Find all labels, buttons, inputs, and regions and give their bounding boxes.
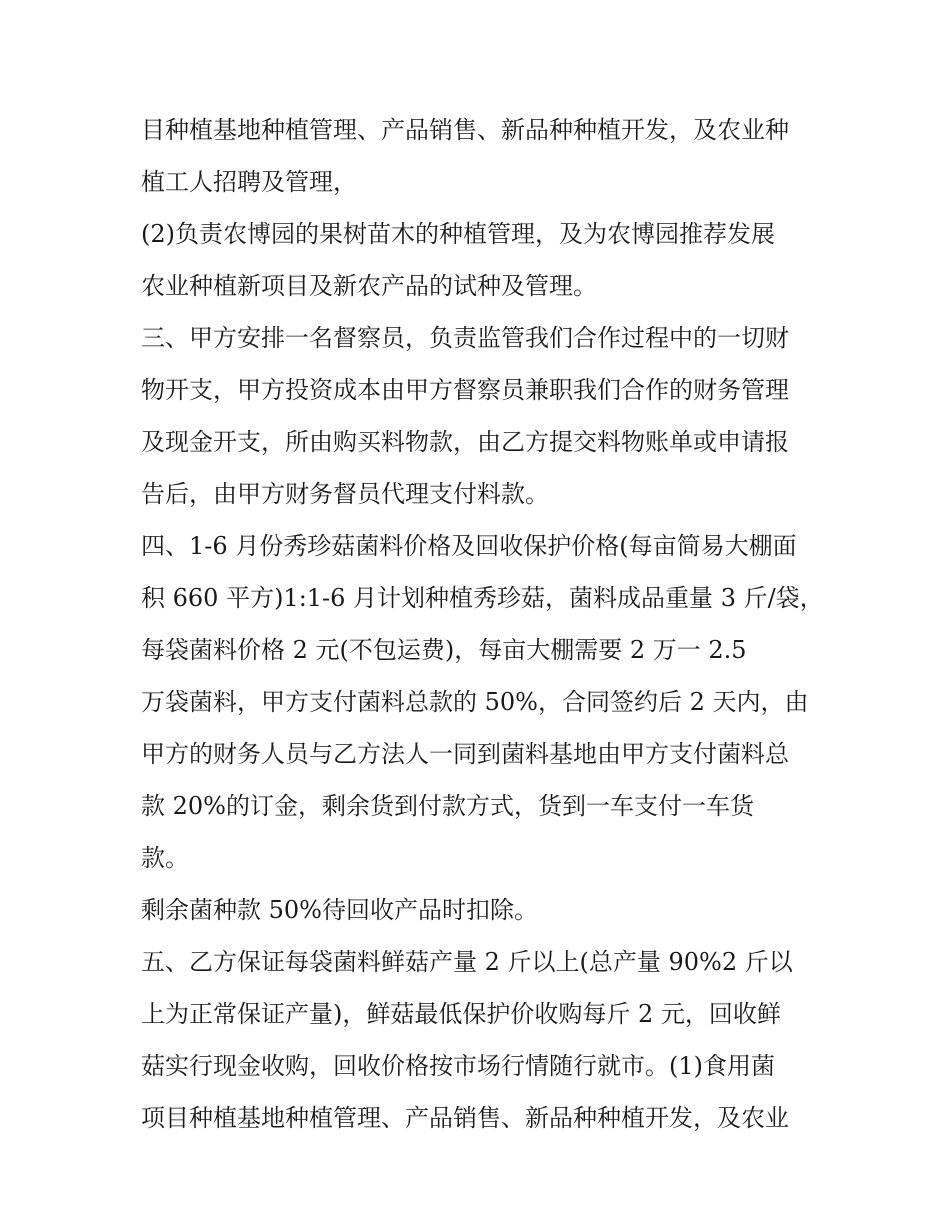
- text-line: 万袋菌料，甲方支付菌料总款的 50%，合同签约后 2 天内，由: [141, 688, 809, 716]
- text-line: 上为正常保证产量)，鲜菇最低保护价收购每斤 2 元，回收鲜: [141, 1000, 781, 1028]
- document-body: [141, 104, 831, 1144]
- text-line: 五、乙方保证每袋菌料鲜菇产量 2 斤以上(总产量 90%2 斤以: [141, 948, 793, 976]
- text-line: 菇实行现金收购，回收价格按市场行情随行就市。(1)食用菌: [141, 1052, 775, 1080]
- text-line: 物开支，甲方投资成本由甲方督察员兼职我们合作的财务管理: [141, 376, 789, 404]
- text-line: 每袋菌料价格 2 元(不包运费)，每亩大棚需要 2 万一 2.5: [141, 636, 747, 664]
- text-line: 农业种植新项目及新农产品的试种及管理。: [141, 272, 597, 300]
- text-line: 积 660 平方)1:1-6 月计划种植秀珍菇，菌料成品重量 3 斤/袋，: [141, 584, 824, 612]
- text-line: (2)负责农博园的果树苗木的种植管理，及为农博园推荐发展: [141, 220, 775, 248]
- text-line: 项目种植基地种植管理、产品销售、新品种种植开发，及农业: [141, 1104, 789, 1132]
- text-line: 甲方的财务人员与乙方法人一同到菌料基地由甲方支付菌料总: [141, 740, 789, 768]
- text-line: 剩余菌种款 50%待回收产品时扣除。: [141, 896, 538, 924]
- text-line: 三、甲方安排一名督察员，负责监管我们合作过程中的一切财: [141, 324, 789, 352]
- text-line: 植工人招聘及管理，: [141, 168, 357, 196]
- text-line: 款。: [141, 844, 189, 872]
- text-line: 四、1-6 月份秀珍菇菌料价格及回收保护价格(每亩简易大棚面: [141, 532, 797, 560]
- text-line: 告后，由甲方财务督员代理支付料款。: [141, 480, 549, 508]
- text-line: 及现金开支，所由购买料物款，由乙方提交料物账单或申请报: [141, 428, 789, 456]
- text-line: 款 20%的订金，剩余货到付款方式，货到一车支付一车货: [141, 792, 754, 820]
- text-line: 目种植基地种植管理、产品销售、新品种种植开发，及农业种: [141, 116, 789, 144]
